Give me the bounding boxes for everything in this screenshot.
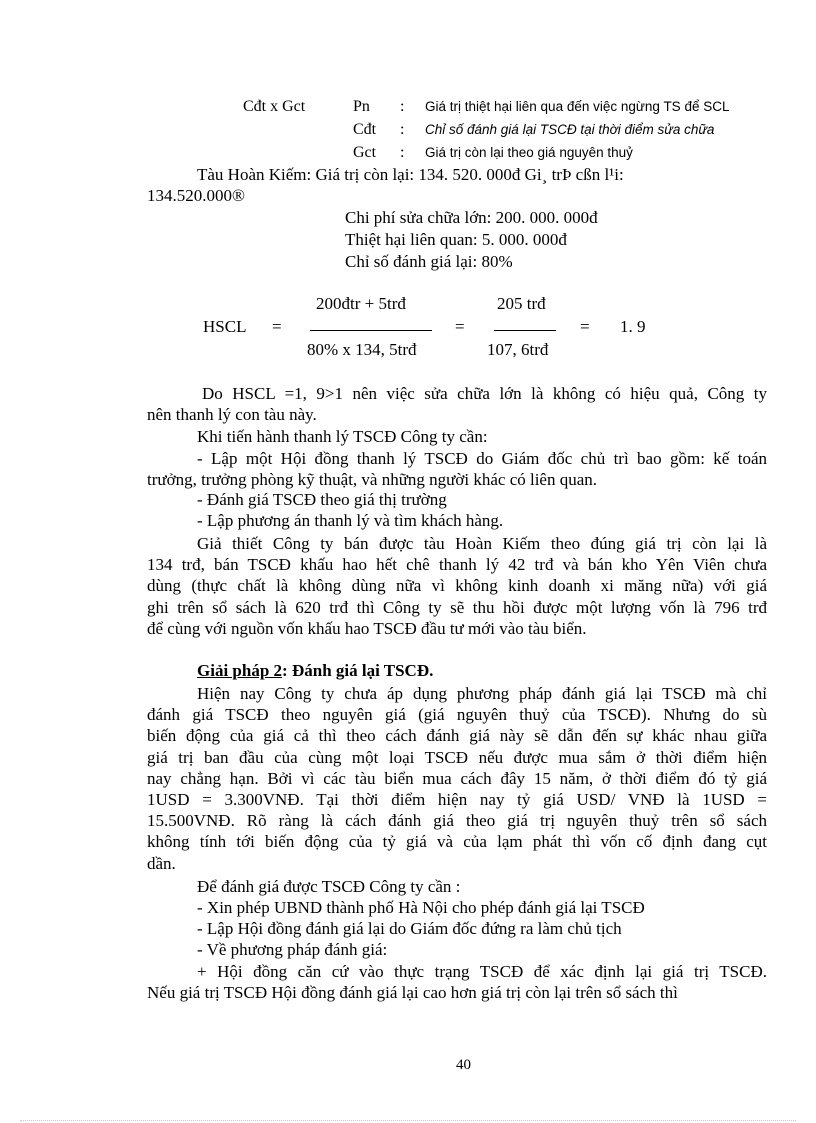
text-line: nay chẳng hạn. Bởi vì các tàu biển mua cách đây 15 năm, ở thời điểm đó tỷ giá <box>147 768 767 788</box>
definition-key: Gct <box>353 144 377 161</box>
text-line: dùng (thực chất là không dùng nữa vì không kinh doanh xi măng nữa) với giá <box>147 576 767 596</box>
solution-heading <box>197 661 433 681</box>
fraction-bar-1 <box>310 330 432 331</box>
liquidation-item: - Đánh giá TSCĐ theo giá thị trường <box>197 490 447 509</box>
text-line: nên thanh lý con tàu này. <box>147 405 317 425</box>
text-line: đánh giá TSCĐ theo nguyên giá (giá nguyên thuỷ của TSCĐ). Nhưng do sù <box>147 705 767 725</box>
text-line: - Lập một Hội đồng thanh lý TSCĐ do Giám đốc chủ trì bao gồm: kế toán <box>197 449 767 468</box>
text-line: 1USD = 3.300VNĐ. Tại thời điểm hiện nay tỷ giá USD/ VNĐ là 1USD = <box>147 789 767 809</box>
text-line: để cùng với nguồn vốn khấu hao TSCĐ đầu tư mới vào tàu biển. <box>147 618 587 638</box>
liquidation-item <box>147 448 767 490</box>
text-line: + Hội đồng căn cứ vào thực trạng TSCĐ để xác định lại giá trị TSCĐ. <box>197 962 767 981</box>
formula-numerator-1: 200đtr + 5trđ <box>316 294 406 313</box>
page-bottom-divider <box>20 1120 796 1121</box>
definition-colon: : <box>400 144 405 161</box>
liquidation-intro: Khi tiến hành thanh lý TSCĐ Công ty cần: <box>197 427 488 446</box>
solution-title: : Đánh giá lại TSCĐ. <box>282 661 434 680</box>
formula-result: 1. 9 <box>620 317 646 336</box>
ship-detail: Thiệt hại liên quan: 5. 000. 000đ <box>345 230 567 249</box>
paragraph-assumption <box>147 533 767 639</box>
definition-row <box>353 98 773 118</box>
text-line: Do HSCL =1, 9>1 nên việc sửa chữa lớn là không có hiệu quả, Công ty <box>202 384 767 403</box>
ship-detail: Chỉ số đánh giá lại: 80% <box>345 252 513 271</box>
formula-label: HSCL <box>203 317 247 336</box>
formula-denominator-2: 107, 6trđ <box>487 340 549 359</box>
solution-label: Giải pháp 2 <box>197 661 283 680</box>
formula-equals: = <box>272 317 282 336</box>
text-line: trưởng, trưởng phòng kỹ thuật, và những người khác có liên quan. <box>147 470 598 490</box>
ship-line-2: 134.520.000® <box>147 186 245 205</box>
paragraph-revaluation <box>147 683 767 874</box>
text-line: biến động của giá cả thì theo cách đánh giá này sẽ dẫn đến sự khác nhau giữa <box>147 726 767 746</box>
formula-left: Cđt x Gct <box>243 98 306 115</box>
definition-colon: : <box>400 98 405 115</box>
definition-row <box>353 121 773 141</box>
definition-desc: Giá trị còn lại theo giá nguyên thuỷ <box>425 145 633 160</box>
formula-equals: = <box>455 317 465 336</box>
paragraph-conclusion <box>147 383 767 425</box>
definition-desc: Giá trị thiệt hại liên qua đến việc ngừng TS để SCL <box>425 99 730 114</box>
liquidation-item: - Lập phương án thanh lý và tìm khách hàng. <box>197 511 504 530</box>
revaluation-item: - Xin phép UBND thành phố Hà Nội cho phép đánh giá lại TSCĐ <box>197 898 645 917</box>
text-line: 15.500VNĐ. Rõ ràng là cách đánh giá theo giá trị nguyên thuỷ trên sổ sách <box>147 811 767 831</box>
ship-detail: Chi phí sửa chữa lớn: 200. 000. 000đ <box>345 208 598 227</box>
revaluation-item: - Lập Hội đồng đánh giá lại do Giám đốc đứng ra làm chủ tịch <box>197 919 622 938</box>
ship-line-1: Tàu Hoàn Kiếm: Giá trị còn lại: 134. 520. 000đ Gi¸ trÞ cßn l¹i: <box>197 165 624 184</box>
text-line: ghi trên sổ sách là 620 trđ thì Công ty sẽ thu hồi được một lượng vốn là 796 trđ <box>147 597 767 617</box>
formula-numerator-2: 205 trđ <box>497 294 546 313</box>
revaluation-intro: Để đánh giá được TSCĐ Công ty cần : <box>197 877 461 896</box>
definition-key: Pn <box>353 98 370 115</box>
definition-key: Cđt <box>353 121 377 138</box>
text-line: không tính tới biến động của tỷ giá và của lạm phát thì vốn cố định đang cụt <box>147 832 767 852</box>
text-line: Nếu giá trị TSCĐ Hội đồng đánh giá lại cao hơn giá trị còn lại trên sổ sách thì <box>147 983 678 1003</box>
text-line: giá trị ban đầu của cùng một loại TSCĐ nếu được mua sắm ở thời điểm hiện <box>147 747 767 767</box>
formula-equals: = <box>580 317 590 336</box>
revaluation-item <box>147 961 767 1003</box>
definition-row <box>353 144 773 164</box>
fraction-bar-2 <box>494 330 556 331</box>
page-number: 40 <box>456 1057 471 1073</box>
definition-colon: : <box>400 121 405 138</box>
definition-desc: Chỉ số đánh giá lại TSCĐ tại thời điểm sửa chữa <box>425 122 715 137</box>
revaluation-item: - Về phương pháp đánh giá: <box>197 940 388 959</box>
text-line: 134 trđ, bán TSCĐ khấu hao hết chê thanh lý 42 trđ và bán kho Yên Viên chưa <box>147 555 767 575</box>
formula-denominator-1: 80% x 134, 5trđ <box>307 340 417 359</box>
text-line: Giả thiết Công ty bán được tàu Hoàn Kiếm theo đúng giá trị còn lại là <box>197 534 767 553</box>
text-line: dần. <box>147 853 176 873</box>
text-line: Hiện nay Công ty chưa áp dụng phương pháp đánh giá lại TSCĐ mà chỉ <box>197 684 767 703</box>
